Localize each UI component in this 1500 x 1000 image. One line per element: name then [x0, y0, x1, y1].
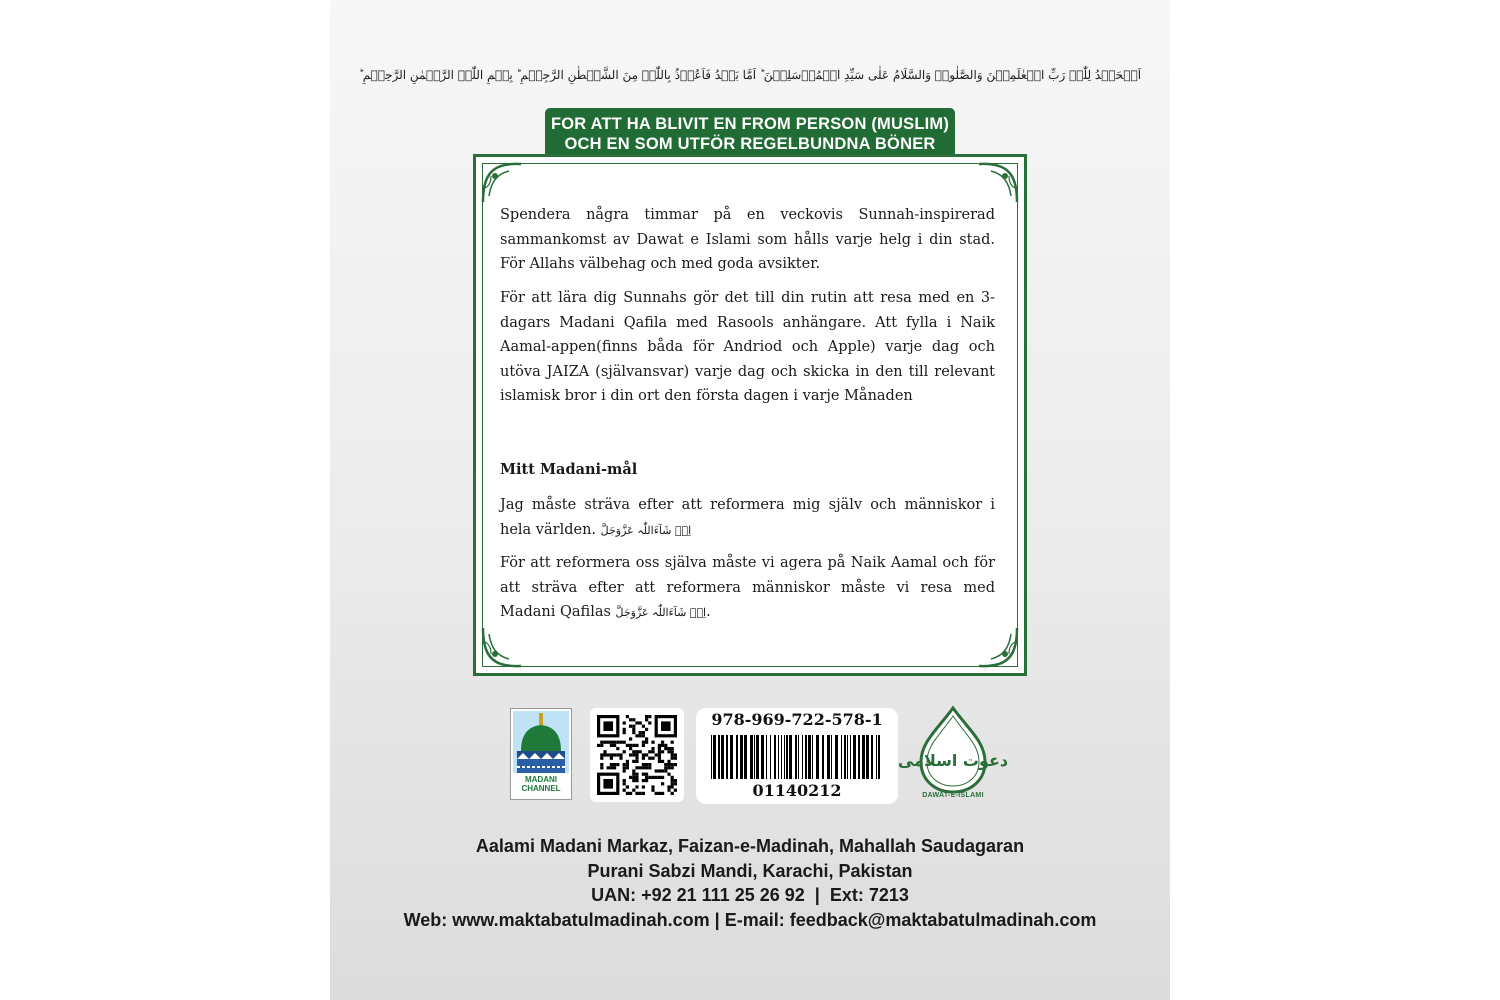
- email-label: E-mail:: [724, 909, 785, 930]
- address-line-1: Aalami Madani Markaz, Faizan-e-Madinah, Mahallah Saudagaran: [475, 836, 1025, 856]
- phone-line: [330, 883, 1170, 908]
- title-banner: [545, 108, 955, 158]
- paragraph-3-text: Jag måste sträva efter att reformera mig själv och människor i hela världen.: [500, 497, 995, 538]
- dawat-e-islami-logo: [897, 706, 1009, 806]
- barcode-icon: [709, 735, 885, 779]
- banner-line-1: FOR ATT HA BLIVIT EN FROM PERSON (MUSLIM): [550, 115, 950, 133]
- paragraph-1-text: Spendera några timmar på en veckovis Sunnah-inspirerad sammankomst av Dawat e Islami som hålls varje helg i din stad. För Allahs välbehag och med goda avsikter.: [500, 207, 995, 272]
- address-line-2: Purani Sabzi Mandi, Karachi, Pakistan: [587, 860, 913, 881]
- separator: |: [714, 909, 720, 930]
- dawat-arabic-mark: دعوت اسلامی: [897, 751, 1009, 770]
- uan-value: +92 21 111 25 26 92: [641, 885, 805, 905]
- dawat-label: DAWAT-E-ISLAMI: [922, 792, 984, 799]
- paragraph-2: [500, 286, 995, 409]
- email-link[interactable]: feedback@maktabatulmadinah.com: [789, 909, 1097, 930]
- uan-label: UAN:: [591, 885, 637, 905]
- isbn-number: 978-969-722-578-1: [711, 710, 883, 729]
- corner-ornament-icon: [481, 162, 523, 204]
- web-link[interactable]: www.maktabatulmadinah.com: [452, 909, 710, 930]
- paragraph-4-arabic: اِنۡ شَآءَاللّٰہ عَزَّوَجَلَّ: [615, 606, 707, 619]
- corner-ornament-icon: [977, 626, 1019, 668]
- separator: |: [814, 885, 820, 905]
- ext-label: Ext:: [829, 885, 864, 905]
- paragraph-2-text: För att lära dig Sunnahs gör det till din rutin att resa med en 3-dagars Madani Qafila med Rasools anhängare. Att fylla i Naik Aamal-appen(finns båda för Andriod och Apple) varje dag och utöva JAIZA (självansvar) varje dag och skicka in den till relevant islamisk bror i din ort den första dagen i varje Månaden: [500, 290, 995, 404]
- corner-ornament-icon: [481, 626, 523, 668]
- paragraph-3-arabic: اِنۡ شَآءَاللّٰہ عَزَّوَجَلَّ: [600, 523, 692, 537]
- isbn-barcode-box: [696, 708, 898, 804]
- madani-channel-logo: [510, 708, 572, 800]
- madani-channel-label: MADANI CHANNEL: [521, 775, 561, 793]
- paragraph-3: [500, 493, 995, 543]
- paragraph-4: [500, 551, 995, 626]
- banner-line-2: OCH EN SOM UTFÖR REGELBUNDNA BÖNER: [564, 135, 936, 153]
- goal-heading: [500, 458, 995, 483]
- product-code: 01140212: [752, 781, 842, 800]
- web-email-line: [330, 908, 1170, 933]
- qr-code: [590, 708, 684, 802]
- corner-ornament-icon: [977, 162, 1019, 204]
- goal-title: Mitt Madani-mål: [500, 461, 638, 478]
- ext-value: 7213: [868, 885, 909, 905]
- publisher-address: [330, 834, 1170, 932]
- back-cover: [330, 0, 1170, 1000]
- paragraph-4-end: .: [706, 604, 711, 620]
- paragraph-1: [500, 203, 995, 277]
- paragraph-4-text: För att reformera oss själva måste vi agera på Naik Aamal och för att sträva efter att reformera människor måste vi resa med Madani Qafilas: [500, 555, 995, 620]
- web-label: Web:: [403, 909, 448, 930]
- arabic-invocation: اَلۡحَمۡدُ لِلّٰہِ رَبِّ الۡعٰلَمِیۡنَ وَالصَّلٰوۃُ وَالسَّلَامُ عَلٰی سَیِّدِ الۡمُرۡسَلِیۡنَ ؕ اَمَّا بَعۡدُ فَاَعُوۡذُ بِاللّٰہِ مِنَ الشَّیۡطٰنِ الرَّجِیۡمِ ؕ بِسۡمِ اللّٰہِ الرَّحۡمٰنِ الرَّحِیۡمِ ؕ: [358, 68, 1142, 82]
